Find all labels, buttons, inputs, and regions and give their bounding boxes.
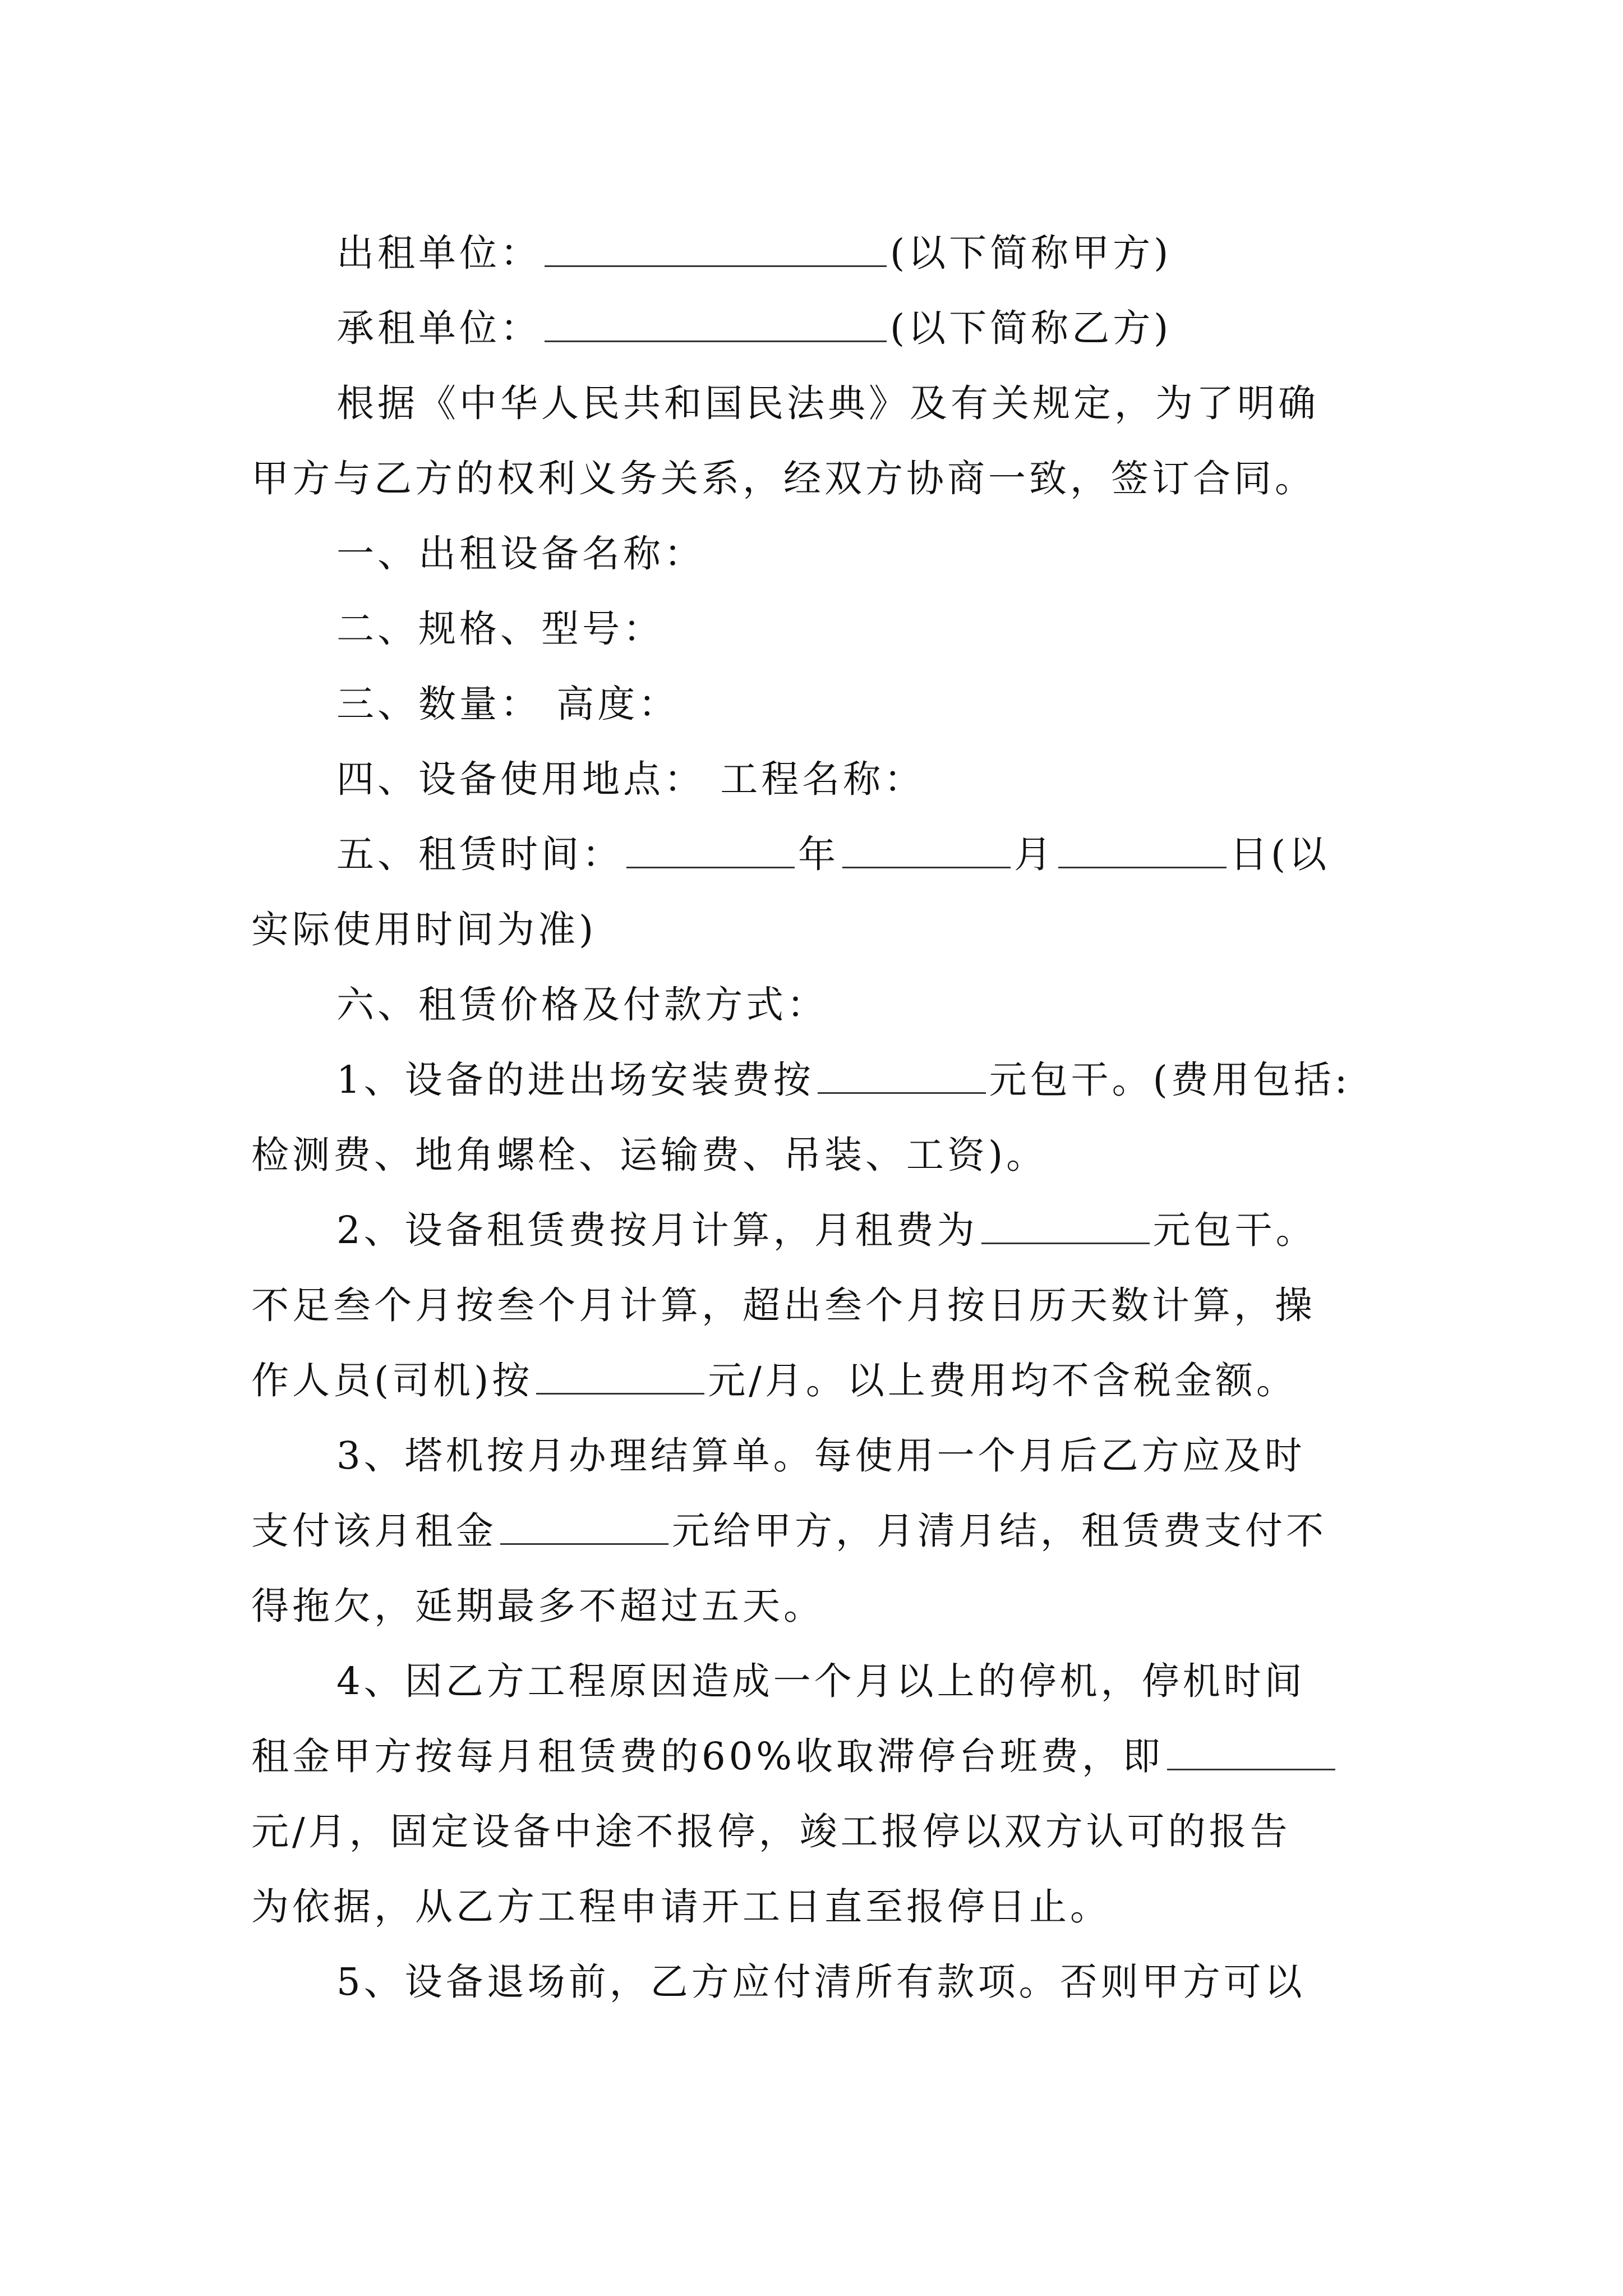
month-blank [842, 827, 1011, 868]
clause-3-text-a: 支付该月租金 [251, 1509, 497, 1553]
clause-3-line-2 [251, 1493, 1378, 1568]
clause-2-text-b: 元包干。 [1152, 1208, 1317, 1252]
clause-2-operator-text-a: 作人员(司机)按 [251, 1359, 533, 1402]
preamble-line-2: 甲方与乙方的权利义务关系，经双方协商一致，签订合同。 [251, 457, 1316, 500]
clause-2-line-2: 不足叁个月按叁个月计算，超出叁个月按日历天数计算，操 [251, 1283, 1316, 1327]
clause-2-line-3 [251, 1343, 1378, 1418]
lessee-line [251, 291, 1378, 366]
clause-4-line-2 [251, 1719, 1378, 1794]
day-blank [1058, 827, 1227, 868]
clause-1-line-2: 检测费、地角螺栓、运输费、吊装、工资)。 [251, 1133, 1048, 1177]
item-equipment-name: 一、出租设备名称： [336, 532, 705, 576]
item-location: 四、设备使用地点： 工程名称： [336, 757, 925, 801]
lessee-suffix: (以下简称乙方) [890, 306, 1172, 350]
year-blank [626, 827, 795, 868]
lessor-suffix: (以下简称甲方) [890, 231, 1172, 275]
preamble-line-1: 根据《中华人民共和国民法典》及有关规定，为了明确 [336, 381, 1319, 425]
item-price-payment: 六、租赁价格及付款方式： [336, 983, 828, 1027]
item-quantity-height: 三、数量： 高度： [336, 682, 680, 726]
contract-body [251, 215, 1378, 2019]
year-label: 年 [798, 832, 839, 876]
clause-1-text-b: 元包干。(费用包括: [989, 1058, 1351, 1102]
monthly-rent-blank [981, 1203, 1150, 1244]
clause-4-line-4: 为依据，从乙方工程申请开工日直至报停日止。 [251, 1885, 1111, 1929]
clause-4-line-3: 元/月，固定设备中途不报停，竣工报停以双方认可的报告 [251, 1810, 1291, 1853]
clause-2-line-1 [251, 1193, 1378, 1268]
lessor-blank [545, 226, 887, 267]
clause-3-line-1: 3、塔机按月办理结算单。每使用一个月后乙方应及时 [336, 1434, 1306, 1478]
clause-1-text-a: 1、设备的进出场安装费按 [336, 1058, 814, 1102]
lessor-line [251, 215, 1378, 291]
clause-4-text-a: 租金甲方按每月租赁费的60%收取滞停台班费，即 [251, 1734, 1164, 1778]
lessee-label: 承租单位： [336, 306, 541, 350]
lease-time-line-2: 实际使用时间为准) [251, 908, 597, 951]
install-fee-blank [818, 1053, 986, 1094]
idle-fee-blank [1167, 1729, 1335, 1770]
clause-3-text-b: 元给甲方，月清月结，租赁费支付不 [672, 1509, 1327, 1553]
lease-time-label: 五、租赁时间： [336, 832, 623, 876]
item-spec-model: 二、规格、型号： [336, 607, 664, 651]
monthly-payment-blank [500, 1504, 668, 1545]
clause-3-line-3: 得拖欠，延期最多不超过五天。 [251, 1584, 824, 1628]
lessee-blank [545, 301, 887, 342]
clause-5-line-1: 5、设备退场前，乙方应付清所有款项。否则甲方可以 [336, 1960, 1306, 2004]
clause-1-line-1 [251, 1042, 1378, 1117]
item-lease-time [251, 817, 1378, 892]
day-label: 日(以 [1230, 832, 1330, 876]
clause-2-operator-text-b: 元/月。以上费用均不含税金额。 [708, 1359, 1297, 1402]
lessor-label: 出租单位： [336, 231, 541, 275]
clause-4-line-1: 4、因乙方工程原因造成一个月以上的停机，停机时间 [336, 1659, 1306, 1703]
operator-fee-blank [536, 1354, 704, 1395]
month-label: 月 [1014, 832, 1055, 876]
clause-2-text-a: 2、设备租赁费按月计算，月租费为 [336, 1208, 978, 1252]
